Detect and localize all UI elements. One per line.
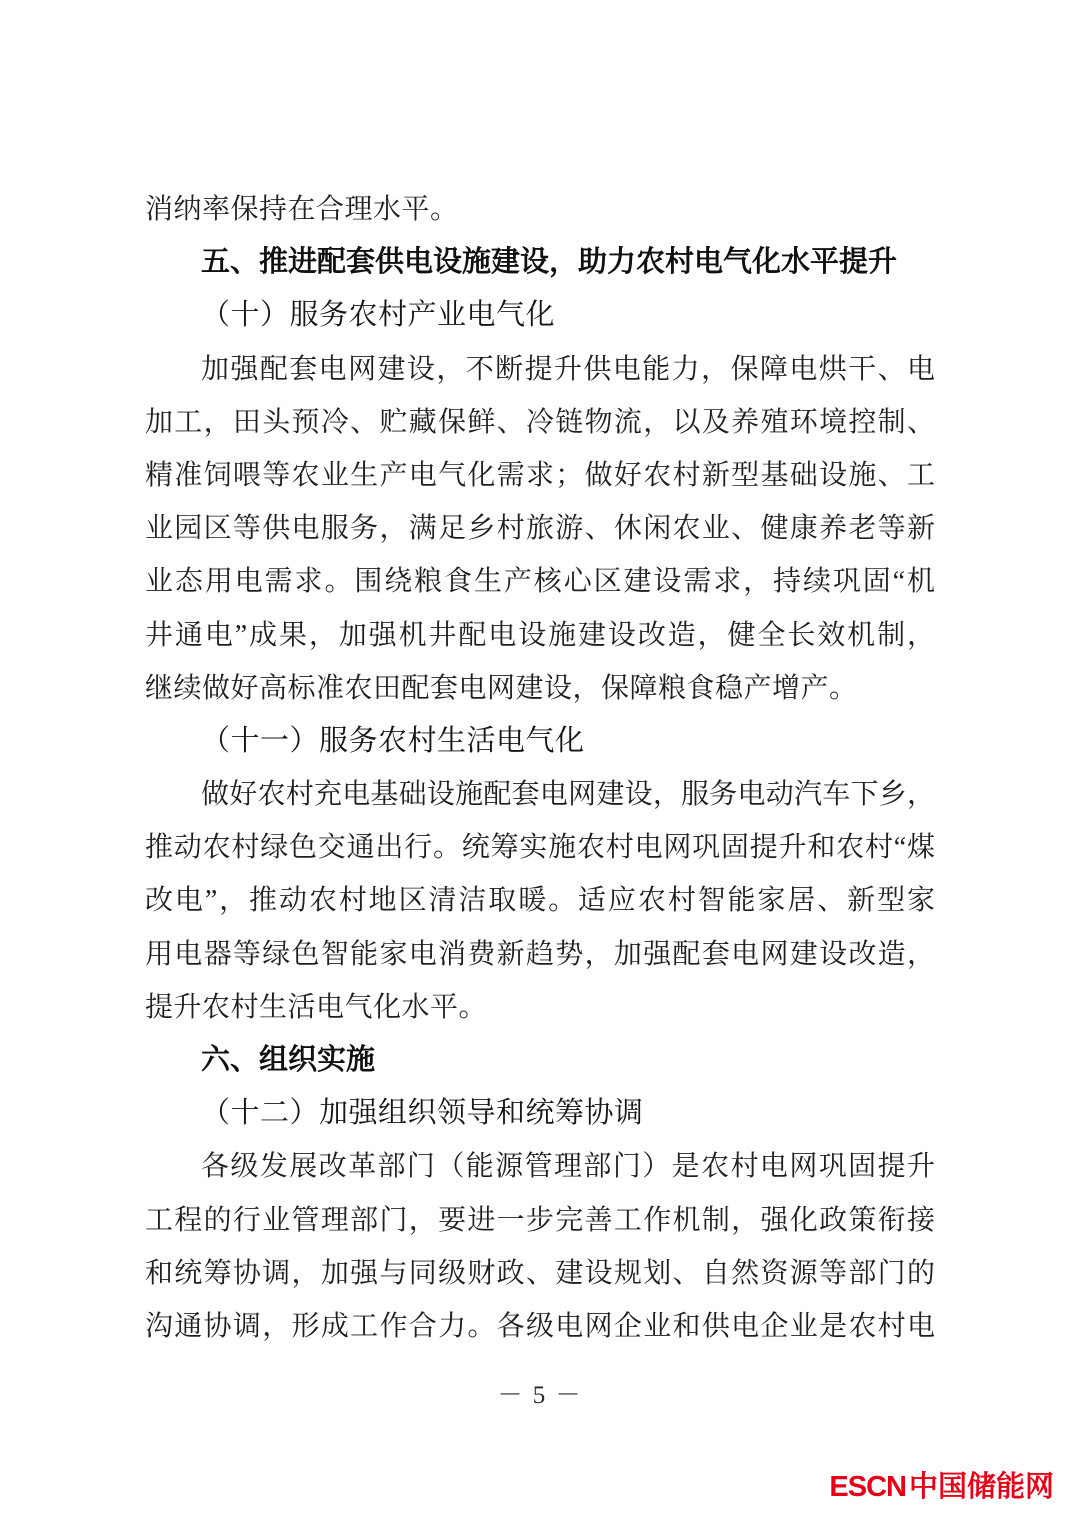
body-text-line: 和统筹协调，加强与同级财政、建设规划、自然资源等部门的	[145, 1257, 935, 1289]
body-text-line: 做好农村充电基础设施配套电网建设，服务电动汽车下乡，	[201, 779, 935, 811]
body-text-line: 精准饲喂等农业生产电气化需求；做好农村新型基础设施、工	[145, 459, 935, 491]
body-text-line: 继续做好高标准农田配套电网建设，保障粮食稳产增产。	[145, 672, 858, 704]
body-text-line: 井通电”成果，加强机井配电设施建设改造，健全长效机制，	[145, 619, 935, 651]
body-text-line: 提升农村生活电气化水平。	[145, 991, 488, 1023]
body-text-line: 推动农村绿色交通出行。统筹实施农村电网巩固提升和农村“煤	[145, 832, 935, 864]
section-heading: 五、推进配套供电设施建设，助力农村电气化水平提升	[201, 246, 898, 279]
escn-logo-text: ESCN	[829, 1471, 906, 1503]
body-text-line: 加强配套电网建设，不断提升供电能力，保障电烘干、电	[201, 353, 935, 385]
footer-logo	[829, 1468, 1054, 1506]
section-heading: 六、组织实施	[201, 1044, 376, 1076]
text-block	[145, 183, 935, 1353]
body-text-line: 用电器等绿色智能家电消费新趋势，加强配套电网建设改造，	[145, 938, 935, 970]
subsection-heading: （十）服务农村产业电气化	[201, 299, 556, 332]
escn-logo-chinese-text: 中国储能网	[908, 1471, 1054, 1503]
body-text-line: 沟通协调，形成工作合力。各级电网企业和供电企业是农村电	[145, 1310, 935, 1342]
page-number: － 5 －	[497, 1382, 583, 1409]
body-text-line: 各级发展改革部门（能源管理部门）是农村电网巩固提升	[201, 1151, 935, 1183]
subsection-heading: （十二）加强组织领导和统筹协调	[201, 1097, 644, 1130]
body-text-line: 业态用电需求。围绕粮食生产核心区建设需求，持续巩固“机	[145, 566, 935, 598]
body-text-line: 工程的行业管理部门，要进一步完善工作机制，强化政策衔接	[145, 1204, 935, 1236]
body-text-line: 业园区等供电服务，满足乡村旅游、休闲农业、健康养老等新	[145, 513, 935, 545]
body-text-line: 加工，田头预冷、贮藏保鲜、冷链物流，以及养殖环境控制、	[145, 406, 935, 438]
subsection-heading: （十一）服务农村生活电气化	[201, 724, 585, 757]
body-text-line: 消纳率保持在合理水平。	[145, 194, 459, 225]
body-text-line: 改电”，推动农村地区清洁取暖。适应农村智能家居、新型家	[145, 885, 935, 917]
